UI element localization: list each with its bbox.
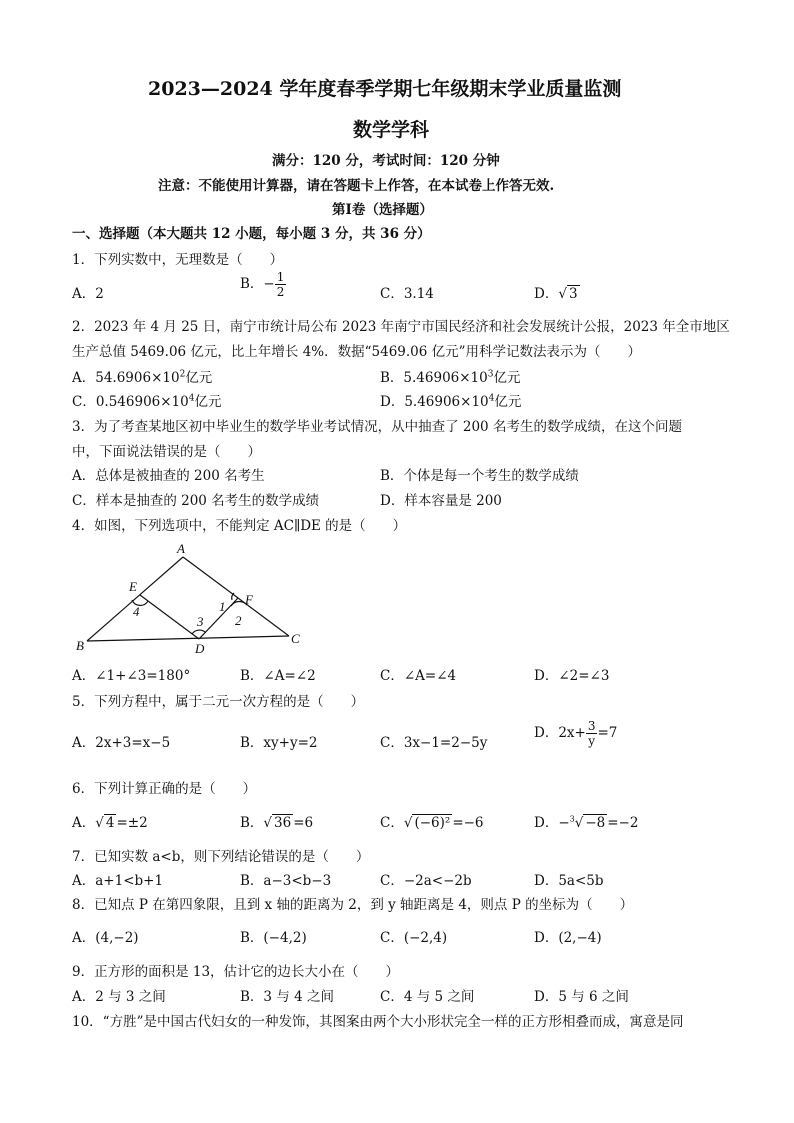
q2-d-unit: 亿元 xyxy=(494,394,522,410)
label-angle-2: 2 xyxy=(235,613,242,628)
q6-d-root-index: 3 xyxy=(569,814,575,824)
label-d: D xyxy=(195,641,205,655)
label-angle-1: 1 xyxy=(219,599,226,614)
q2-d-text: D．5.46906×10 xyxy=(380,394,489,410)
q1-stem: 1．下列实数中，无理数是（ ） xyxy=(72,252,284,268)
q5-stem: 5．下列方程中，属于二元一次方程的是（ ） xyxy=(72,694,365,710)
q9-stem: 9．正方形的面积是 13，估计它的边长大小在（ ） xyxy=(72,964,400,980)
angle-3-arc xyxy=(192,630,205,634)
q7-option-d: D．5a<5b xyxy=(534,873,604,889)
q1-option-b xyxy=(240,270,286,299)
q2-option-d xyxy=(380,390,521,410)
q2-a-text: A．54.6906×10 xyxy=(72,370,180,386)
q6-b-prefix: B． xyxy=(240,815,264,831)
q5-d-denominator: y xyxy=(588,734,596,748)
q2-d-exponent: 4 xyxy=(488,393,495,404)
q5-option-a: A．2x+3=x−5 xyxy=(72,735,171,751)
q2-b-exponent: 3 xyxy=(487,369,494,380)
segment-ed xyxy=(140,595,199,639)
label-b: B xyxy=(76,638,84,653)
q2-a-unit: 亿元 xyxy=(185,370,213,386)
q7-option-b: B．a−3<b−3 xyxy=(240,873,332,889)
label-angle-3: 3 xyxy=(197,614,204,629)
q1-b-numerator: 1 xyxy=(276,270,285,284)
q2-c-exponent: 4 xyxy=(188,393,195,404)
q4-stem: 4．如图，下列选项中，不能判定 AC∥DE 的是（ ） xyxy=(72,518,407,534)
q6-c-radicand: (−6)² xyxy=(414,815,451,831)
label-angle-4: 4 xyxy=(133,604,140,619)
q9-option-b: B．3 与 4 之间 xyxy=(240,989,334,1005)
q5-d-prefix: D．2x+ xyxy=(534,725,586,741)
q6-stem: 6．下列计算正确的是（ ） xyxy=(72,781,257,797)
label-e: E xyxy=(129,579,137,594)
q3-option-b: B．个体是每一个考生的数学成绩 xyxy=(380,468,579,484)
q7-option-c: C．−2a<−2b xyxy=(380,873,472,889)
q3-option-a: A．总体是被抽查的 200 名考生 xyxy=(72,468,265,484)
q6-option-b: B．√ 36 =6 xyxy=(240,815,314,831)
q4-option-d: D．∠2=∠3 xyxy=(534,668,610,684)
q2-b-text: B．5.46906×10 xyxy=(380,370,488,386)
q2-option-b xyxy=(380,366,520,386)
q4-option-c: C．∠A=∠4 xyxy=(380,668,457,684)
q8-option-c: C．(−2,4) xyxy=(380,930,448,946)
q4-option-b: B．∠A=∠2 xyxy=(240,668,316,684)
q8-option-d: D．(2,−4) xyxy=(534,930,602,946)
q2-a-exponent: 2 xyxy=(179,369,186,380)
page-title: 2023—2024 学年度春季学期七年级期末学业质量监测 xyxy=(148,78,622,100)
q3-option-c: C．样本是抽查的 200 名考生的数学成绩 xyxy=(72,493,320,509)
q8-option-b: B．(−4,2) xyxy=(240,930,307,946)
q2-c-text: C．0.546906×10 xyxy=(72,394,189,410)
label-c: C xyxy=(291,631,300,646)
segment-bc xyxy=(87,636,289,641)
q9-option-a: A．2 与 3 之间 xyxy=(72,989,166,1005)
q6-d-suffix: =−2 xyxy=(607,815,639,831)
q3-stem-line1: 3．为了考查某地区初中毕业生的数学毕业考试情况，从中抽查了 200 名考生的数学成绩，在这个问题 xyxy=(72,419,682,435)
q8-stem: 8．已知点 P 在第四象限，且到 x 轴的距离为 2，到 y 轴距离是 4，则点 P 的坐标为（ ） xyxy=(72,897,634,913)
q6-c-suffix: =−6 xyxy=(452,815,484,831)
q1-d-radicand: 3 xyxy=(568,286,578,302)
q6-a-prefix: A． xyxy=(72,815,96,831)
q1-d-prefix: D． xyxy=(534,286,559,302)
q2-stem-line2: 生产总值 5469.06 亿元，比上年增长 4%．数据“5469.06 亿元”用科学记数法表示为（ ） xyxy=(72,344,642,360)
notice: 注意：不能使用计算器，请在答题卡上作答，在本试卷上作答无效. xyxy=(158,178,555,194)
q5-option-c: C．3x−1=2−5y xyxy=(380,735,488,751)
q6-option-a: A．√ 4 =±2 xyxy=(72,815,148,831)
q6-a-radicand: 4 xyxy=(105,815,115,831)
q1-option-a: A．2 xyxy=(72,286,104,302)
segment-ab xyxy=(87,557,183,641)
q1-b-prefix: B．− xyxy=(240,276,275,292)
q6-b-radicand: 36 xyxy=(274,815,292,831)
q10-stem: 10．“方胜”是中国古代妇女的一种发饰，其图案由两个大小形状完全一样的正方形相叠而成，寓意是同 xyxy=(72,1014,684,1030)
q3-stem-line2: 中，下面说法错误的是（ ） xyxy=(72,444,261,460)
q1-b-denominator: 2 xyxy=(276,285,285,299)
q6-option-d: D．−$^3$√ −8 =−2 xyxy=(534,814,639,831)
q7-stem: 7．已知实数 a<b，则下列结论错误的是（ ） xyxy=(72,849,370,865)
label-f: F xyxy=(245,592,253,607)
q6-option-c: C．√ (−6)² =−6 xyxy=(380,815,484,831)
volume-title: 第Ⅰ卷（选择题） xyxy=(332,202,433,218)
q5-d-fraction xyxy=(586,719,598,748)
q4-triangle-figure xyxy=(72,540,312,655)
q6-c-prefix: C． xyxy=(380,815,404,831)
q5-option-b: B．xy+y=2 xyxy=(240,735,318,751)
q1-option-c: C．3.14 xyxy=(380,286,434,302)
q5-d-suffix: =7 xyxy=(597,725,618,741)
q6-b-suffix: =6 xyxy=(293,815,314,831)
q9-option-c: C．4 与 5 之间 xyxy=(380,989,475,1005)
q6-a-suffix: =±2 xyxy=(116,815,148,831)
q2-c-unit: 亿元 xyxy=(194,394,222,410)
section-heading: 一、选择题（本大题共 12 小题，每小题 3 分，共 36 分） xyxy=(72,226,431,242)
q6-d-radicand: −8 xyxy=(585,815,606,831)
q2-stem-line1: 2．2023 年 4 月 25 日，南宁市统计局公布 2023 年南宁市国民经济和社会发展统计公报，2023 年全市地区 xyxy=(72,319,730,335)
q9-option-d: D．5 与 6 之间 xyxy=(534,989,629,1005)
q5-option-d xyxy=(534,719,617,748)
q3-option-d: D．样本容量是 200 xyxy=(380,493,502,509)
q6-d-prefix: D．− xyxy=(534,815,570,831)
q7-option-a: A．a+1<b+1 xyxy=(72,873,164,889)
q5-d-numerator: 3 xyxy=(587,719,596,733)
score-time: 满分：120 分，考试时间：120 分钟 xyxy=(272,153,500,169)
q1-b-fraction xyxy=(275,270,287,299)
q2-option-c xyxy=(72,390,221,410)
q4-option-a: A．∠1+∠3=180° xyxy=(72,668,191,684)
q8-option-a: A．(4,−2) xyxy=(72,930,139,946)
q1-option-d: D．√ 3 xyxy=(534,286,578,302)
q2-b-unit: 亿元 xyxy=(493,370,521,386)
subject-title: 数学学科 xyxy=(353,119,430,141)
label-a: A xyxy=(177,541,185,556)
q2-option-a xyxy=(72,366,212,386)
